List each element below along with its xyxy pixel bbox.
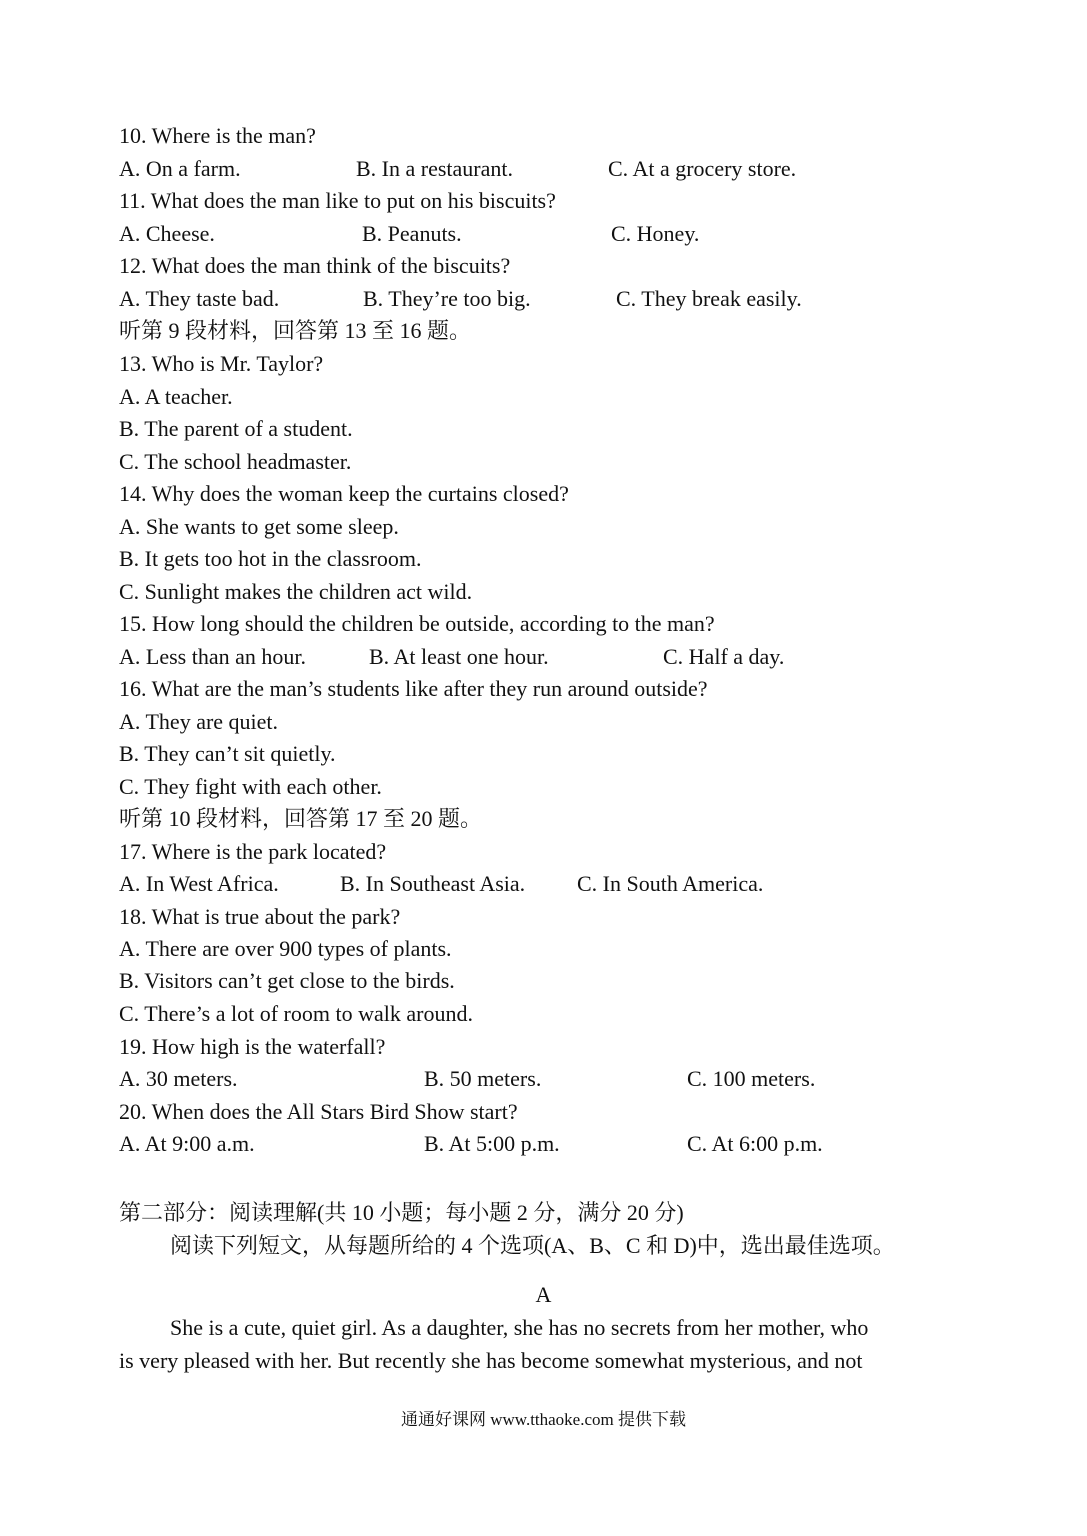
option-a: A. On a farm. <box>119 156 241 181</box>
part-2-heading: 第二部分：阅读理解(共 10 小题；每小题 2 分，满分 20 分) <box>119 1200 684 1225</box>
passage-line: is very pleased with her. But recently she has become somewhat mysterious, and not <box>119 1348 863 1373</box>
question-15: 15. How long should the children be outside, according to the man? <box>119 611 715 636</box>
question-19: 19. How high is the waterfall? <box>119 1034 386 1059</box>
question-16: 16. What are the man’s students like after they run around outside? <box>119 676 708 701</box>
option-c: C. At a grocery store. <box>608 156 797 181</box>
option-b: B. In Southeast Asia. <box>340 871 526 896</box>
option-b: B. Peanuts. <box>362 221 462 246</box>
option-c: C. They fight with each other. <box>119 774 382 799</box>
page-footer: 通通好课网 www.tthaoke.com 提供下载 <box>400 1410 687 1429</box>
section-10-instruction: 听第 10 段材料，回答第 17 至 20 题。 <box>119 806 483 831</box>
option-a: A. At 9:00 a.m. <box>119 1131 255 1156</box>
question-10: 10. Where is the man? <box>119 123 316 148</box>
option-a: A. There are over 900 types of plants. <box>119 936 452 961</box>
option-a: A. They are quiet. <box>119 709 279 734</box>
option-b: B. Visitors can’t get close to the birds. <box>119 968 455 993</box>
option-a: A. Less than an hour. <box>119 644 306 669</box>
question-11: 11. What does the man like to put on his biscuits? <box>119 188 556 213</box>
option-c: C. At 6:00 p.m. <box>687 1131 823 1156</box>
option-c: C. 100 meters. <box>687 1066 816 1091</box>
option-a: A. 30 meters. <box>119 1066 238 1091</box>
option-b: B. At least one hour. <box>369 644 549 669</box>
passage-title: A <box>535 1282 552 1307</box>
passage-line: She is a cute, quiet girl. As a daughter, she has no secrets from her mother, who <box>170 1315 869 1340</box>
option-b: B. At 5:00 p.m. <box>424 1131 560 1156</box>
option-b: B. It gets too hot in the classroom. <box>119 546 422 571</box>
option-b: B. 50 meters. <box>424 1066 542 1091</box>
question-12: 12. What does the man think of the biscuits? <box>119 253 511 278</box>
option-c: C. In South America. <box>577 871 764 896</box>
option-b: B. The parent of a student. <box>119 416 353 441</box>
option-a: A. She wants to get some sleep. <box>119 514 399 539</box>
option-c: C. Half a day. <box>663 644 785 669</box>
option-c: C. Sunlight makes the children act wild. <box>119 579 473 604</box>
question-18: 18. What is true about the park? <box>119 904 401 929</box>
option-c: C. The school headmaster. <box>119 449 352 474</box>
part-2-instruction: 阅读下列短文，从每题所给的 4 个选项(A、B、C 和 D)中，选出最佳选项。 <box>170 1233 895 1258</box>
option-b: B. They can’t sit quietly. <box>119 741 336 766</box>
question-20: 20. When does the All Stars Bird Show start? <box>119 1099 518 1124</box>
option-a: A. In West Africa. <box>119 871 279 896</box>
question-17: 17. Where is the park located? <box>119 839 387 864</box>
option-c: C. There’s a lot of room to walk around. <box>119 1001 473 1026</box>
question-14: 14. Why does the woman keep the curtains closed? <box>119 481 569 506</box>
question-13: 13. Who is Mr. Taylor? <box>119 351 324 376</box>
option-b: B. In a restaurant. <box>356 156 513 181</box>
option-a: A. Cheese. <box>119 221 215 246</box>
option-c: C. They break easily. <box>616 286 802 311</box>
section-9-instruction: 听第 9 段材料，回答第 13 至 16 题。 <box>119 318 472 343</box>
option-a: A. A teacher. <box>119 384 233 409</box>
option-b: B. They’re too big. <box>363 286 531 311</box>
option-c: C. Honey. <box>611 221 700 246</box>
option-a: A. They taste bad. <box>119 286 280 311</box>
